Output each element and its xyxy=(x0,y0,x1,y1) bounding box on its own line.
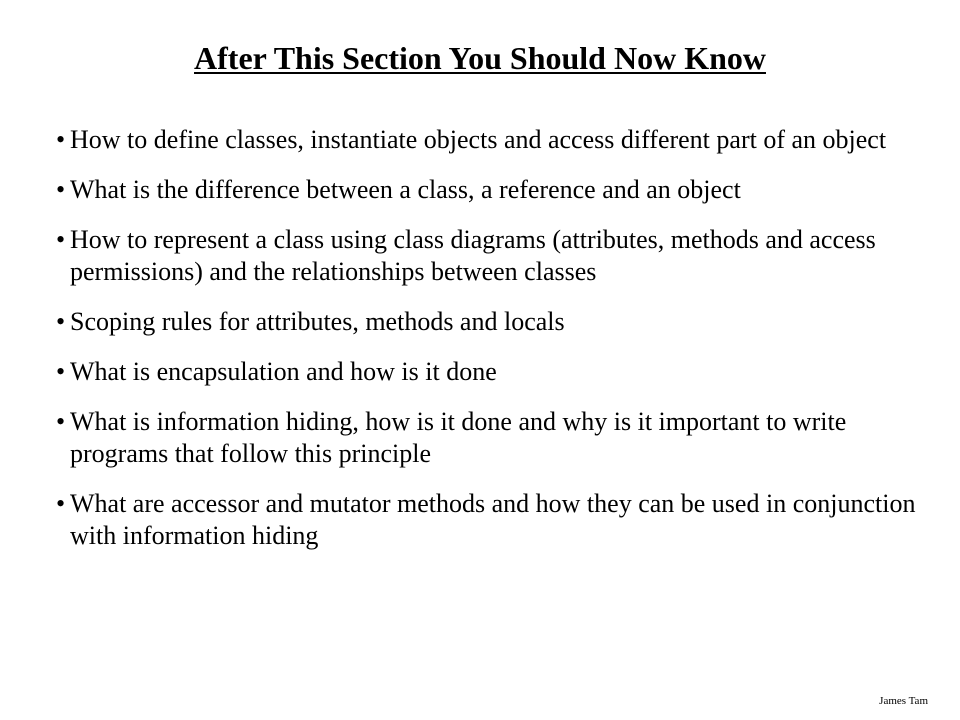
bullet-icon: • xyxy=(56,489,66,518)
bullet-icon: • xyxy=(56,307,66,336)
bullet-text: How to define classes, instantiate objects and access different part of an object xyxy=(70,125,887,154)
bullet-item xyxy=(56,488,916,552)
slide-title-text: After This Section You Should Now Know xyxy=(194,40,766,76)
bullet-icon: • xyxy=(56,125,66,154)
bullet-item xyxy=(56,124,916,156)
slide-title xyxy=(0,38,960,78)
bullet-item xyxy=(56,174,916,206)
bullet-icon: • xyxy=(56,357,66,386)
bullet-item xyxy=(56,306,916,338)
bullet-icon: • xyxy=(56,175,66,204)
bullet-icon: • xyxy=(56,407,66,436)
bullet-text: Scoping rules for attributes, methods and locals xyxy=(70,307,565,336)
bullet-text: What are accessor and mutator methods and how they can be used in conjunction with information hiding xyxy=(70,489,916,550)
footer-author: James Tam xyxy=(879,695,928,707)
bullet-item xyxy=(56,406,916,470)
bullet-text: What is the difference between a class, a reference and an object xyxy=(70,175,741,204)
bullet-item xyxy=(56,356,916,388)
bullet-text: What is information hiding, how is it done and why is it important to write programs that follow this principle xyxy=(70,407,847,468)
bullet-item xyxy=(56,224,916,288)
bullet-text: What is encapsulation and how is it done xyxy=(70,357,497,386)
bullet-icon: • xyxy=(56,225,66,254)
bullet-text: How to represent a class using class diagrams (attributes, methods and access permissions) and the relationships between classes xyxy=(70,225,876,286)
bullet-list xyxy=(56,124,916,570)
